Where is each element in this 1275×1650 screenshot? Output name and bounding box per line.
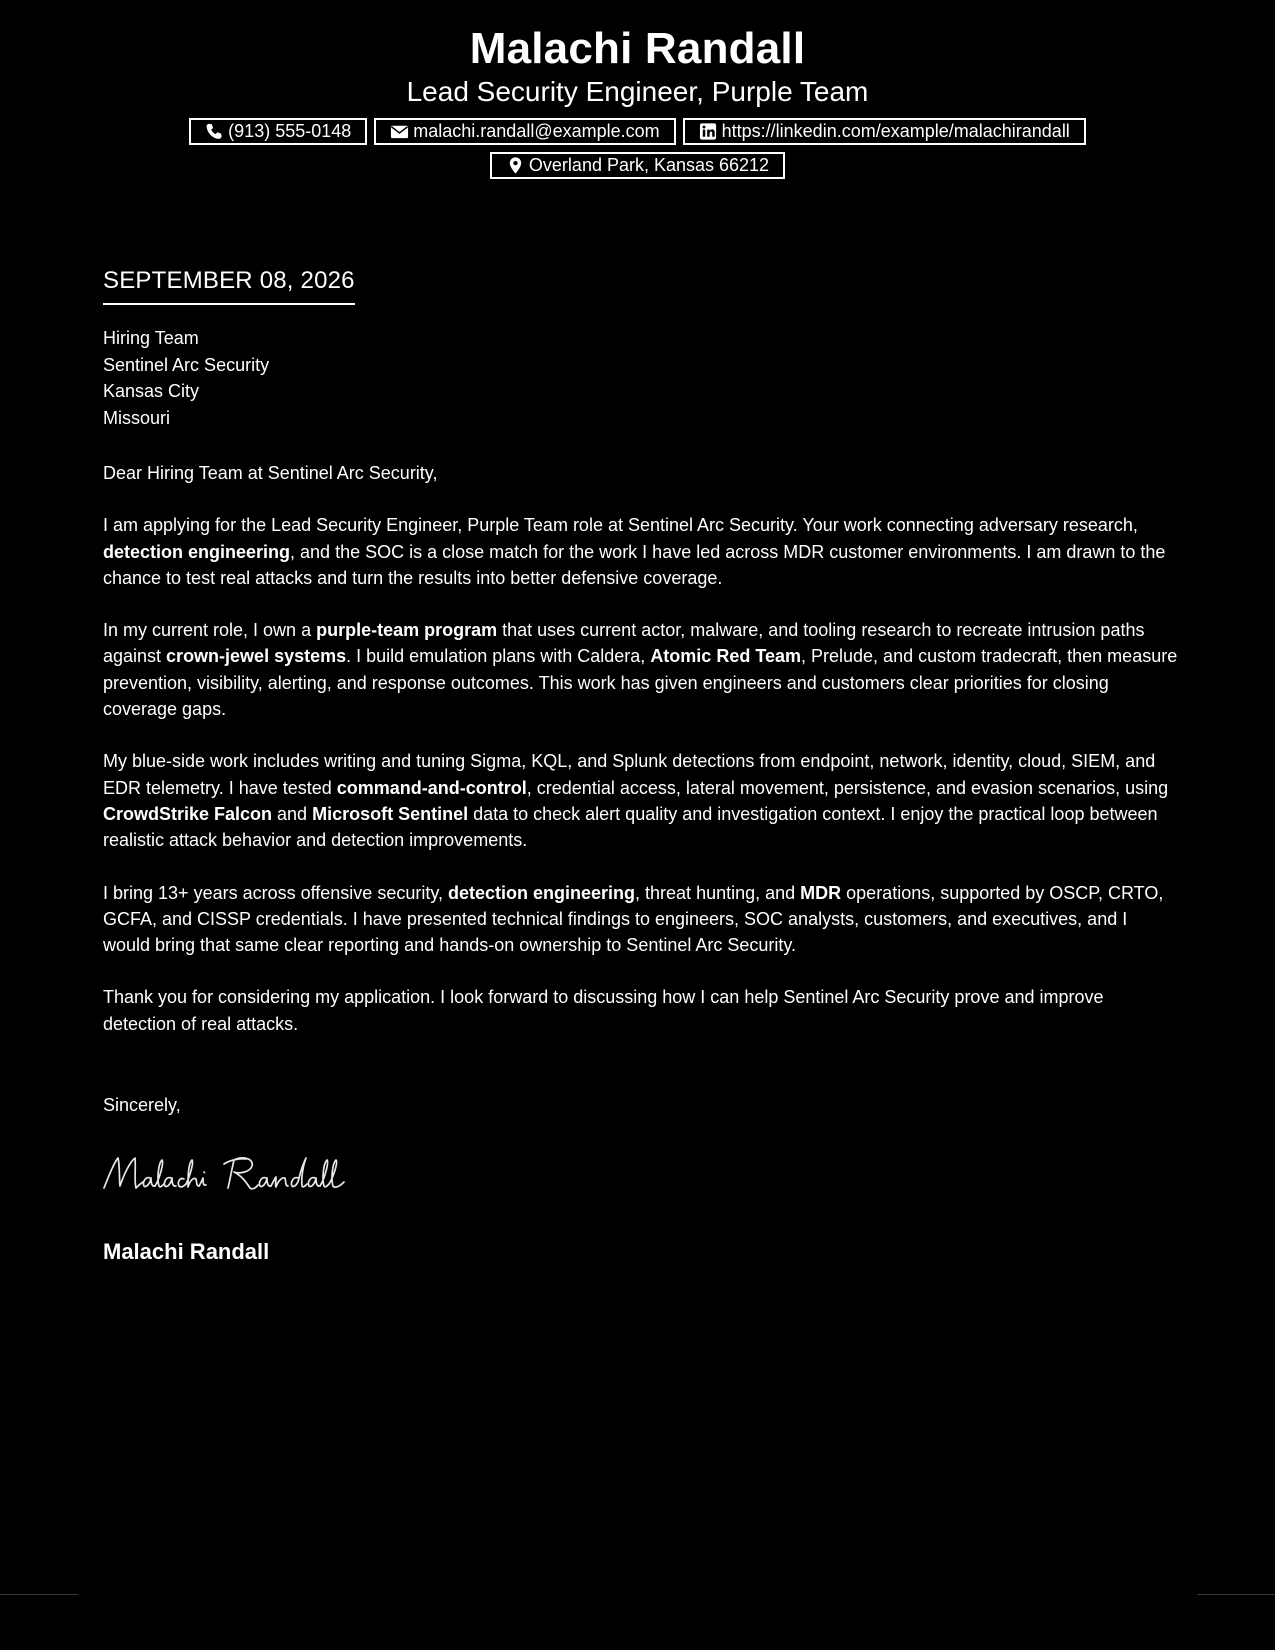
applicant-role: Lead Security Engineer, Purple Team <box>406 76 869 107</box>
recipient-line: Hiring Team <box>103 328 199 348</box>
recipient-line: Sentinel Arc Security <box>103 354 270 375</box>
text-run: In my current role, I own a <box>103 620 317 641</box>
bold-run: purple-team program <box>316 620 498 641</box>
recipient-address <box>103 325 269 431</box>
text-run: , credential access, lateral movement, persistence, and evasion scenarios, using <box>526 777 1169 798</box>
location-text: Overland Park, Kansas 66212 <box>528 155 770 175</box>
applicant-name: Malachi Randall <box>469 24 806 73</box>
closing: Sincerely, <box>103 1095 181 1115</box>
contact-row-location <box>0 152 1275 179</box>
bold-run: command-and-control <box>336 777 527 798</box>
linkedin-text: https://linkedin.com/example/malachirandall <box>721 121 1070 141</box>
linkedin-chip[interactable] <box>683 118 1086 145</box>
footer-divider-left <box>0 1594 78 1595</box>
text-run: and <box>272 803 313 824</box>
text-run: , threat hunting, and <box>635 882 801 903</box>
letter-date: SEPTEMBER 08, 2026 <box>103 266 355 305</box>
email-chip[interactable] <box>374 118 675 145</box>
text-run: . I build emulation plans with Caldera, <box>346 646 651 667</box>
phone-icon <box>205 122 224 141</box>
text-run: data to check alert quality and investigation context. I enjoy the practical loop between realistic attack behavior and detection improvements. <box>103 803 1158 851</box>
bold-run: detection engineering <box>448 882 636 903</box>
linkedin-icon <box>699 122 718 141</box>
footer-divider-right <box>1197 1594 1275 1595</box>
bold-run: Atomic Red Team <box>650 646 802 667</box>
paragraph-1 <box>103 512 1178 591</box>
signer-name: Malachi Randall <box>103 1239 270 1264</box>
text-run: I bring 13+ years across offensive security, <box>103 882 448 903</box>
paragraph-5: Thank you for considering my application. I look forward to discussing how I can help Sentinel Arc Security prove and improve detection of real attacks. <box>103 987 1104 1034</box>
text-run: My blue-side work includes writing and tuning Sigma, KQL, and Splunk detections from endpoint, network, identity, cloud, SIEM, and EDR telemetry. I have tested <box>103 751 1156 798</box>
phone-text: (913) 555-0148 <box>228 121 352 141</box>
bold-run: CrowdStrike Falcon <box>103 803 273 824</box>
bold-run: crown-jewel systems <box>166 646 347 667</box>
envelope-icon <box>390 122 409 141</box>
email-text: malachi.randall@example.com <box>413 121 660 141</box>
contact-row <box>0 118 1275 145</box>
letter-header <box>0 22 1275 179</box>
salutation: Dear Hiring Team at Sentinel Arc Security, <box>103 463 438 483</box>
recipient-line: Missouri <box>103 407 171 428</box>
bold-run: MDR <box>800 882 842 903</box>
location-chip[interactable] <box>490 152 785 179</box>
bold-run: Microsoft Sentinel <box>312 803 469 824</box>
text-run: , and the SOC is a close match for the work I have led across MDR customer environments. I am drawn to the chance to test real attacks and turn the results into better defensive coverage. <box>103 541 1166 588</box>
paragraph-4 <box>103 880 1178 959</box>
map-marker-icon <box>506 156 525 175</box>
text-run: I am applying for the Lead Security Engineer, Purple Team role at Sentinel Arc Security. Your work connecting adversary research, <box>103 515 1138 536</box>
bold-run: detection engineering <box>103 541 291 562</box>
paragraph-2 <box>103 617 1178 722</box>
text-run: that uses current actor, malware, and tooling research to recreate intrusion paths against <box>103 620 1145 667</box>
handwritten-signature <box>100 1148 370 1198</box>
text-run: operations, supported by OSCP, CRTO, GCFA, and CISSP credentials. I have presented technical findings to engineers, SOC analysts, customers, and executives, and I would bring that same clear reporting and hands-on ownership to Sentinel Arc Security. <box>103 882 1164 956</box>
text-run: , Prelude, and custom tradecraft, then measure prevention, visibility, alerting, and response outcomes. This work has given engineers and customers clear priorities for closing coverage gaps. <box>103 646 1178 720</box>
letter-body <box>103 460 1178 1063</box>
recipient-line: Kansas City <box>103 381 200 401</box>
phone-chip[interactable] <box>189 118 367 145</box>
paragraph-3 <box>103 748 1178 853</box>
letter-date-block <box>103 266 355 305</box>
